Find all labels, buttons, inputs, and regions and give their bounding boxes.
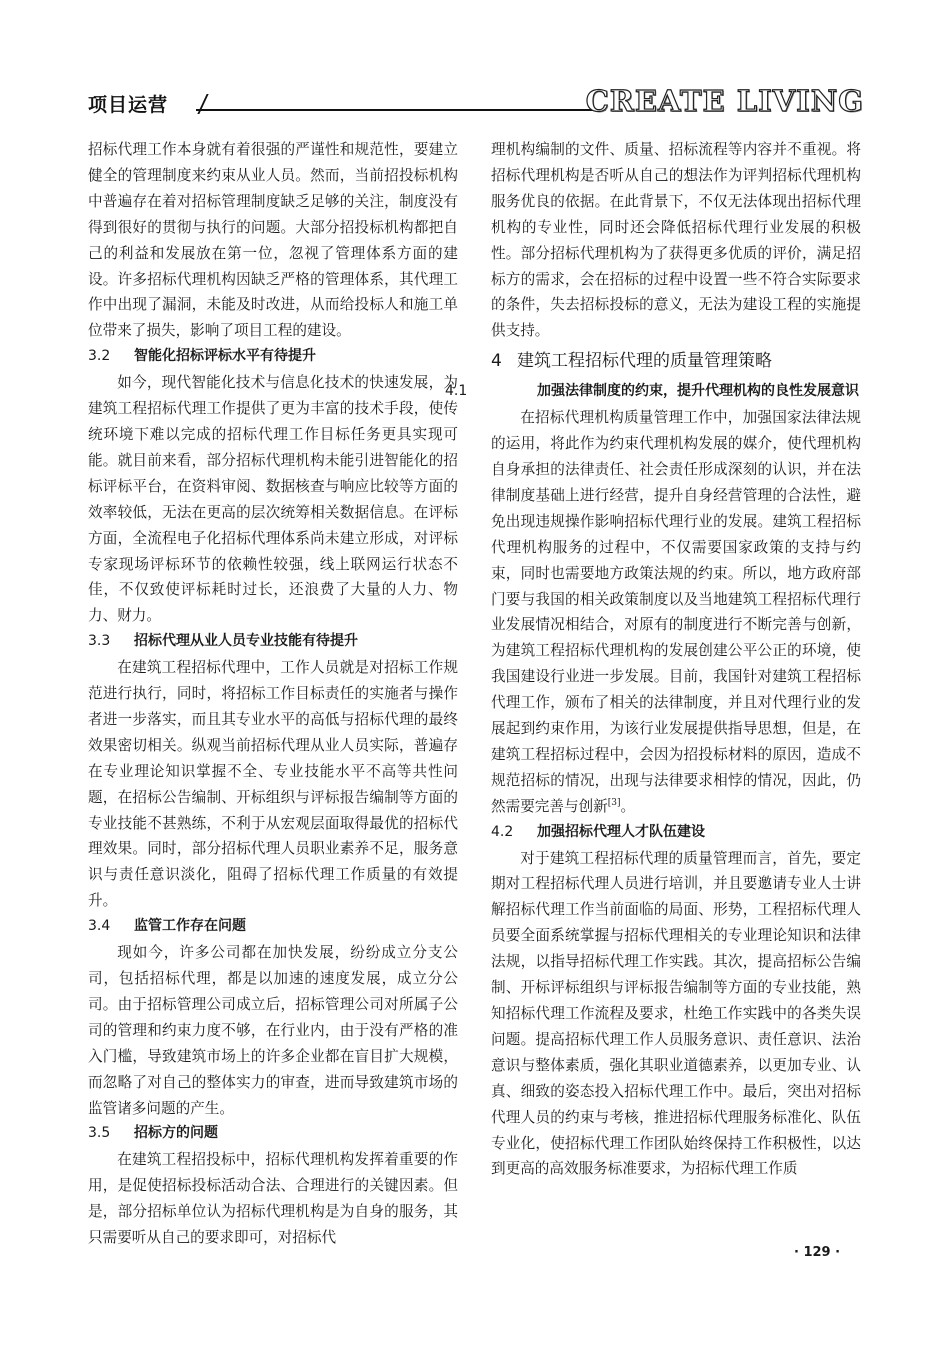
paragraph: 如今，现代智能化技术与信息化技术的快速发展，为建筑工程招标代理工作提供了更为丰富的技术手段，使传统环境下难以完成的招标代理工作目标任务更具实现可能。就目前来看，部分招标代理机构未能引进智能化的招标评标平台，在资料审阅、数据核查与响应比较等方面的效率较低，无法在更高的层次统筹相关数据信息。在评标方面，全流程电子化招标代理体系尚未建立形成，对评标专家现场评标环节的依赖性较强，线上联网运行状态不佳，不仅致使评标耗时过长，还浪费了大量的人力、物力、财力。 bbox=[88, 374, 458, 625]
section-number: 4.1 bbox=[445, 383, 468, 400]
right-column bbox=[445, 137, 861, 1182]
section-label: 项目运营 bbox=[88, 94, 169, 116]
section-heading-4-1 bbox=[445, 379, 861, 405]
section-title: 智能化招标评标水平有待提升 bbox=[134, 348, 316, 365]
paragraph: 理机构编制的文件、质量、招标流程等内容并不重视。将招标代理机构是否听从自己的想法作为评判招标代理机构服务优良的依据。在此背景下，不仅无法体现出招标代理机构的专业性，同时还会降低招标代理行业发展的积极性。部分招标代理机构为了获得更多优质的评价，满足招标方的需求，会在招标的过程中设置一些不符合实际要求的条件，失去招标投标的意义，无法为建设工程的实施提供支持。 bbox=[491, 141, 861, 340]
paragraph bbox=[491, 405, 861, 820]
running-header bbox=[88, 84, 864, 122]
section-heading-4 bbox=[491, 347, 861, 375]
paragraph-end: 。 bbox=[620, 797, 636, 815]
paragraph: 在建筑工程招标代理中，工作人员就是对招标工作规范进行执行，同时，将招标工作目标责任的实施者与操作者进一步落实，而且其专业水平的高低与招标代理的最终效果密切相关。纵观当前招标代理从业人员实际，普遍存在专业理论知识掌握不全、专业技能水平不高等共性问题，在招标公告编制、开标组织与评标报告编制等方面的专业技能不甚熟练，不利于从宏观层面取得最优的招标代理效果。同时，部分招标代理人员职业素养不足，服务意识与责任意识淡化，阻碍了招标代理工作质量的有效提升。 bbox=[88, 659, 458, 910]
section-number: 3.2 bbox=[88, 348, 111, 365]
section-number: 4.2 bbox=[491, 823, 514, 840]
section-heading-3-3 bbox=[88, 629, 458, 655]
citation-ref: [3] bbox=[607, 797, 621, 808]
paragraph: 对于建筑工程招标代理的质量管理而言，首先，要定期对工程招标代理人员进行培训，并且要邀请专业人士讲解招标代理工作当前面临的局面、形势，工程招标代理人员要全面系统掌握与招标代理相关的专业理论知识和法律法规，以指导招标代理工作实践。其次，提高招标公告编制、开标评标组织与评标报告编制等方面的专业技能，熟知招标代理工作流程及要求，杜绝工作实践中的各类失误问题。提高招标代理工作人员服务意识、责任意识、法治意识与整体素质，强化其职业道德素养，以更加专业、认真、细致的姿态投入招标代理工作中。最后，突出对招标代理人员的约束与考核，推进招标代理服务标准化、队伍专业化，使招标代理工作团队始终保持工作积极性，以达到更高的高效服务标准要求，为招标代理工作质 bbox=[491, 849, 861, 1178]
section-heading-3-5 bbox=[88, 1121, 458, 1147]
section-title: 加强招标代理人才队伍建设 bbox=[537, 823, 705, 840]
section-title: 加强法律制度的约束，提升代理机构的良性发展意识 bbox=[537, 383, 859, 400]
section-title: 监管工作存在问题 bbox=[134, 918, 246, 935]
header-slant-decoration bbox=[183, 94, 208, 114]
paragraph-text: 在招标代理机构质量管理工作中，加强国家法律法规的运用，将此作为约束代理机构发展的媒介，使代理机构自身承担的法律责任、社会责任形成深刻的认识，并在法律制度基础上进行经营，提升自身经营管理的合法性，避免出现违规操作影响招标代理行业的发展。建筑工程招标代理机构服务的过程中，不仅需要国家政策的支持与约束，同时也需要地方政策法规的约束。所以，地方政府部门要与我国的相关政策制度以及当地建筑工程招标代理行业发展情况相结合，对原有的制度进行不断完善与创新，为建筑工程招标代理机构的发展创建公平公正的环境，使我国建设行业进一步发展。目前，我国针对建筑工程招标代理工作，颁布了相关的法律制度，并且对代理行业的发展起到约束作用，为该行业发展提供指导思想，但是，在建筑工程招标过程中，会因为招投标材料的原因，造成不规范招标的情况，出现与法律要求相悖的情况，因此，仍然需要完善与创新 bbox=[491, 409, 861, 815]
page-number: · 129 · bbox=[794, 1245, 841, 1260]
section-number: 3.3 bbox=[88, 633, 111, 650]
left-column bbox=[88, 137, 458, 1251]
section-title: 招标方的问题 bbox=[134, 1125, 218, 1142]
section-title: 招标代理从业人员专业技能有待提升 bbox=[134, 633, 358, 650]
paragraph: 招标代理工作本身就有着很强的严谨性和规范性，要建立健全的管理制度来约束从业人员。然而，当前招投标机构中普遍存在着对招标管理制度缺乏足够的关注，制度没有得到很好的贯彻与执行的问题。大部分招投标机构都把自己的利益和发展放在第一位，忽视了管理体系方面的建设。许多招标代理机构因缺乏严格的管理体系，其代理工作中出现了漏洞，未能及时改进，从而给投标人和施工单位带来了损失，影响了项目工程的建设。 bbox=[88, 141, 458, 340]
paragraph: 在建筑工程招投标中，招标代理机构发挥着重要的作用，是促使招标投标活动合法、合理进行的关键因素。但是，部分招标单位认为招标代理机构是为自身的服务，其只需要听从自己的要求即可，对招标代 bbox=[88, 1151, 458, 1247]
section-heading-3-4 bbox=[88, 914, 458, 940]
section-heading-4-2 bbox=[491, 820, 861, 846]
section-number: 3.5 bbox=[88, 1125, 111, 1142]
section-number: 4 bbox=[491, 351, 502, 372]
brand-logo: CREATE LIVING bbox=[585, 84, 864, 118]
header-rule bbox=[196, 109, 606, 111]
section-heading-3-2 bbox=[88, 344, 458, 370]
section-title: 建筑工程招标代理的质量管理策略 bbox=[517, 351, 772, 372]
paragraph: 现如今，许多公司都在加快发展，纷纷成立分支公司，包括招标代理，都是以加速的速度发展，成立分公司。由于招标管理公司成立后，招标管理公司对所属子公司的管理和约束力度不够，在行业内，由于没有严格的准入门槛，导致建筑市场上的许多企业都在盲目扩大规模，而忽略了对自己的整体实力的审查，进而导致建筑市场的监管诸多问题的产生。 bbox=[88, 944, 458, 1117]
section-number: 3.4 bbox=[88, 918, 111, 935]
